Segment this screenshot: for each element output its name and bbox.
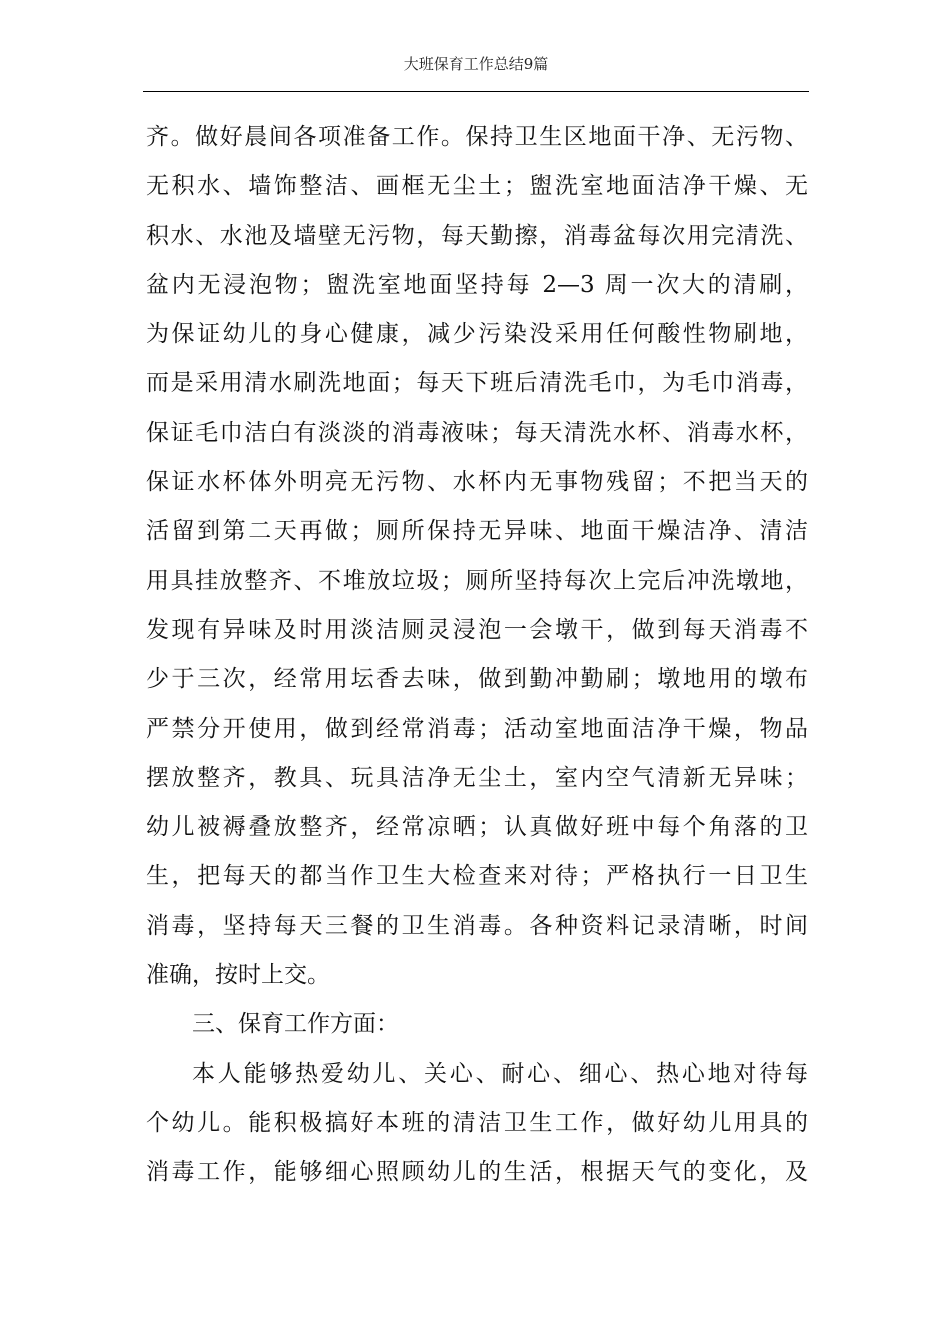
paragraph-line: 为保证幼儿的身心健康，减少污染没采用任何酸性物刷地， <box>146 321 808 348</box>
paragraph-line: 活留到第二天再做；厕所保持无异味、地面干燥洁净、清洁 <box>146 518 808 545</box>
paragraph-line: 积水、水池及墙壁无污物，每天勤擦，消毒盆每次用完清洗、 <box>146 222 808 249</box>
paragraph-line: 消毒，坚持每天三餐的卫生消毒。各种资料记录清晰，时间 <box>146 912 808 939</box>
paragraph-line: 盆内无浸泡物；盥洗室地面坚持每 2—3 周一次大的清刷， <box>146 271 808 298</box>
paragraph-line: 消毒工作，能够细心照顾幼儿的生活，根据天气的变化，及 <box>146 1159 808 1186</box>
paragraph-line: 本人能够热爱幼儿、关心、耐心、细心、热心地对待每 <box>192 1060 808 1087</box>
paragraph-line: 少于三次，经常用坛香去味，做到勤冲勤刷；墩地用的墩布 <box>146 666 808 693</box>
paragraph-line: 幼儿被褥叠放整齐，经常凉晒；认真做好班中每个角落的卫 <box>146 814 808 841</box>
paragraph-line: 用具挂放整齐、不堆放垃圾；厕所坚持每次上完后冲洗墩地， <box>146 567 808 594</box>
page-header-title: 大班保育工作总结9篇 <box>403 55 549 73</box>
paragraph-line: 个幼儿。能积极搞好本班的清洁卫生工作，做好幼儿用具的 <box>146 1109 808 1136</box>
section-heading: 三、保育工作方面： <box>192 1011 399 1038</box>
paragraph-line: 保证毛巾洁白有淡淡的消毒液味；每天清洗水杯、消毒水杯， <box>146 419 808 446</box>
paragraph-line: 生，把每天的都当作卫生大检查来对待；严格执行一日卫生 <box>146 863 808 890</box>
paragraph-line: 严禁分开使用，做到经常消毒；活动室地面洁净干燥，物品 <box>146 715 808 742</box>
header-divider <box>143 91 809 92</box>
paragraph-line: 无积水、墙饰整洁、画框无尘土；盥洗室地面洁净干燥、无 <box>146 173 808 200</box>
body-text <box>146 113 808 1198</box>
paragraph-line: 齐。做好晨间各项准备工作。保持卫生区地面干净、无污物、 <box>146 124 808 150</box>
paragraph-line: 摆放整齐，教具、玩具洁净无尘土，室内空气清新无异味； <box>146 764 808 791</box>
paragraph-line: 准确，按时上交。 <box>146 962 330 989</box>
paragraph-line: 保证水杯体外明亮无污物、水杯内无事物残留；不把当天的 <box>146 469 808 496</box>
paragraph-line: 发现有异味及时用淡洁厕灵浸泡一会墩干，做到每天消毒不 <box>146 616 808 643</box>
paragraph-line: 而是采用清水刷洗地面；每天下班后清洗毛巾，为毛巾消毒， <box>146 370 808 397</box>
